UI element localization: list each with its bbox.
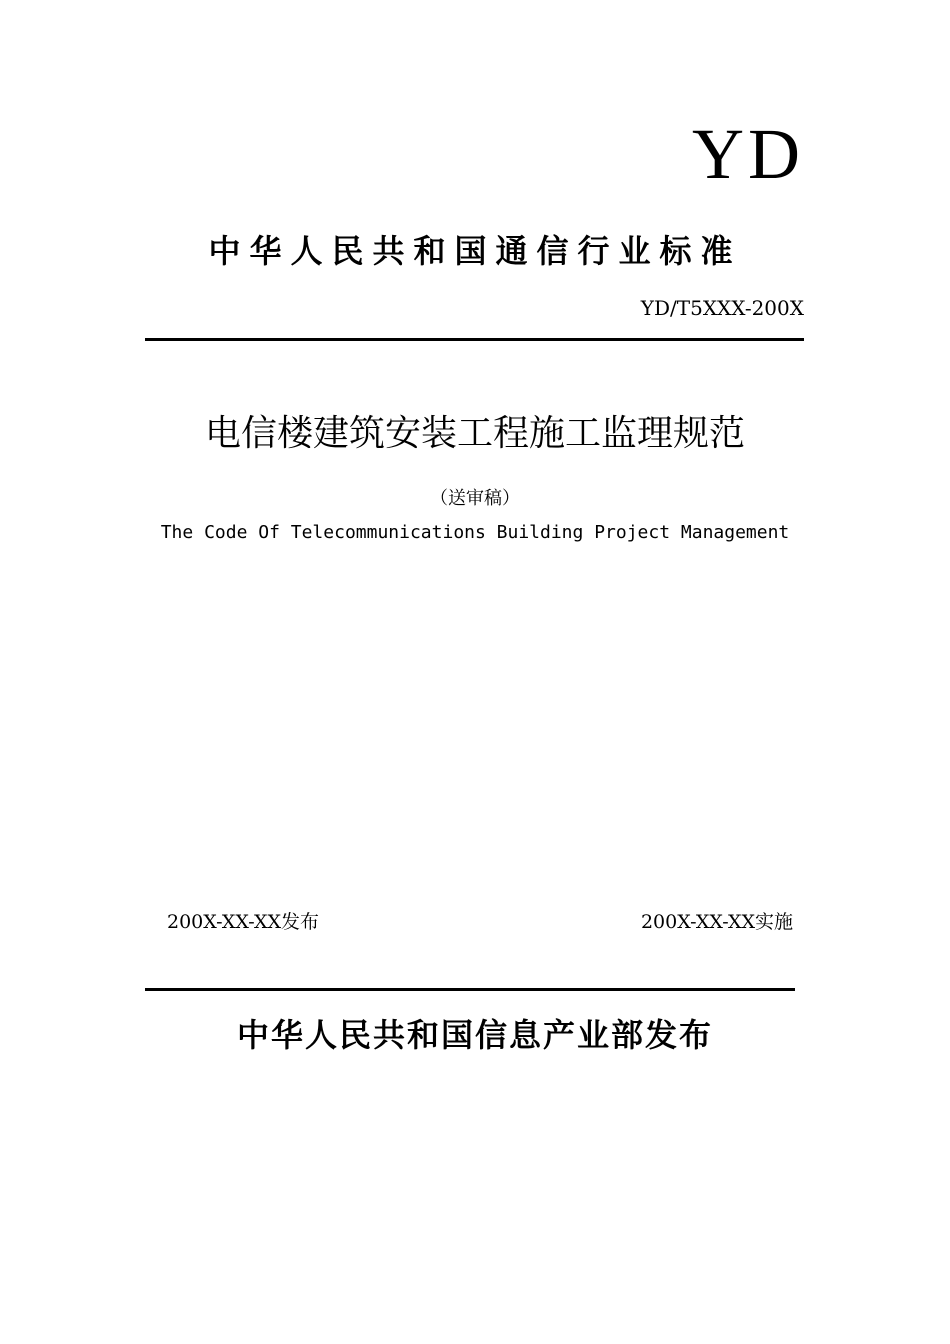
english-title: The Code Of Telecommunications Building Project Management xyxy=(160,522,790,543)
standard-title: 中华人民共和国通信行业标准 xyxy=(208,232,742,270)
document-title: 电信楼建筑安装工程施工监理规范 xyxy=(204,413,745,454)
top-divider xyxy=(145,338,804,341)
draft-status: （送审稿） xyxy=(430,488,520,509)
dates-block xyxy=(145,898,793,946)
bottom-divider xyxy=(145,988,795,991)
publish-date: 200X-XX-XX发布 xyxy=(167,911,320,933)
implement-date: 200X-XX-XX实施 xyxy=(640,911,793,933)
publisher: 中华人民共和国信息产业部发布 xyxy=(236,1016,713,1054)
standard-number: YD/T5XXX-200X xyxy=(640,296,804,320)
logo-yd: YD xyxy=(692,114,804,194)
